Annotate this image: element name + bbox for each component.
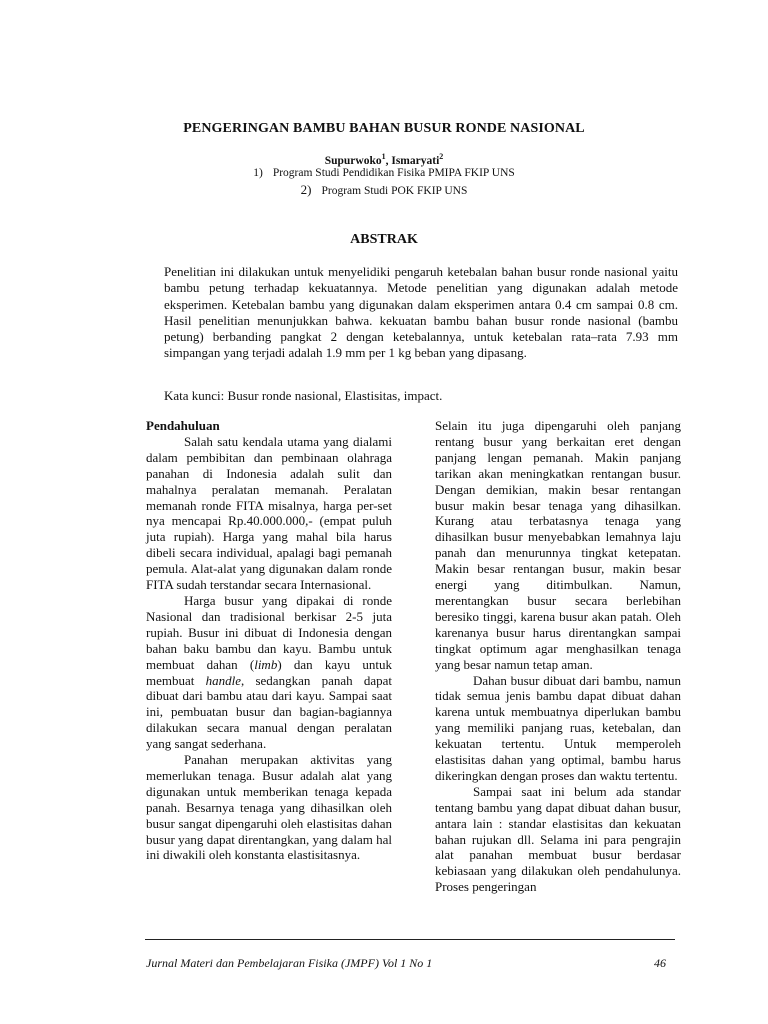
author-separator: ,	[385, 154, 392, 167]
body-paragraph: Panahan merupakan aktivitas yang memerlukan tenaga. Busur adalah alat yang digunakan untuk memberikan tenaga kepada panah. Besarnya tenaga yang dihasilkan oleh busur sangat dipengaruhi oleh elastisitas dahan busur yang dapat direntangkan, yang dalam hal ini diwakili oleh konstanta elastisitasnya.	[146, 752, 392, 863]
keywords: Kata kunci: Busur ronde nasional, Elastisitas, impact.	[164, 388, 443, 403]
body-paragraph: Dahan busur dibuat dari bambu, namun tidak semua jenis bambu dapat dibuat dahan karena untuk membuatnya diperlukan bambu yang memiliki panjang ruas, ketebalan, dan kekuatan tertentu. Untuk memperoleh elastisitas dahan yang optimal, bambu harus dikeringkan dengan proses dan waktu tertentu.	[435, 672, 681, 783]
affiliation-number: 2)	[300, 182, 312, 197]
body-paragraph: Sampai saat ini belum ada standar tentang bambu yang dapat dibuat dahan busur, antara lain : standar elastisitas dan kekuatan bahan rujukan dll. Selama ini para pengrajin alat panahan membuat busur berdasar kebiasaan yang dilakukan oleh pendahulunya. Proses pengeringan	[435, 783, 681, 895]
footer-journal-name: Jurnal Materi dan Pembelajaran Fisika (JMPF) Vol 1 No 1	[146, 956, 433, 970]
affiliation	[0, 182, 768, 198]
footer-divider	[145, 939, 675, 940]
abstract-heading: ABSTRAK	[350, 232, 418, 247]
text-run: Harga busur yang dipakai di ronde Nasional dan tradisional berkisar 2-5 juta rupiah. Busur ini dibuat di Indonesia dengan bahan baku bambu dan kayu. Bambu untuk membuat dahan (	[146, 592, 392, 672]
affiliation-number: 1)	[253, 167, 263, 179]
left-column	[146, 418, 392, 863]
author-affiliation-mark: 2	[439, 152, 444, 161]
author-name: Ismaryati	[391, 154, 440, 167]
affiliation-text: Program Studi Pendidikan Fisika PMIPA FKIP UNS	[272, 167, 515, 179]
italic-term: limb	[254, 656, 278, 672]
italic-term: handle	[205, 672, 241, 688]
right-column	[435, 418, 681, 895]
text-run: ) dan kayu untuk membuat	[146, 656, 392, 688]
paper-title: PENGERINGAN BAMBU BAHAN BUSUR RONDE NASIONAL	[183, 121, 585, 136]
body-paragraph: Salah satu kendala utama yang dialami dalam pembibitan dan pembinaan olahraga panahan di Indonesia adalah sulit dan mahalnya peralatan memanah. Peralatan memanah ronde FITA misalnya, harga per-set nya mencapai Rp.40.000.000,- (empat puluh juta rupiah). Harga yang mahal bila harus dibeli secara individual, apalagi bagi pemanah pemula. Alat-alat yang digunakan dalam ronde FITA sudah terstandar secara Internasional.	[146, 433, 392, 593]
affiliation	[0, 167, 768, 179]
author-affiliation-mark: 1	[381, 152, 386, 161]
body-paragraph: Selain itu juga dipengaruhi oleh panjang rentang busur yang berkaitan eret dengan panjang lengan pemanah. Makin panjang tarikan akan meningkatkan rentangan busur. Dengan demikian, makin besar rentangan busur makin besar tenaga yang dihasilkan. Kurang atau terbatasnya tenaga yang dihasilkan busur menyebabkan lemahnya laju panah dan menurunnya tingkat ketepatan. Makin besar rentangan busur, makin besar energi yang ditimbulkan. Namun, merentangkan busur secara berlebihan beresiko tinggi, karena busur akan patah. Oleh karenanya busur harus direntangkan sampai tingkat optimum agar menghasilkan tenaga yang besar namun tetap aman.	[435, 418, 681, 672]
text-run: , sedangkan panah dapat dibuat dari bambu atau dari kayu. Sampai saat ini, pembuatan busur dan bagian-bagiannya dilakukan secara manual dengan peralatan yang sangat sederhana.	[146, 672, 392, 752]
body-paragraph	[146, 593, 392, 752]
author-line	[0, 152, 768, 167]
affiliation-text: Program Studi POK FKIP UNS	[321, 185, 468, 197]
author-name: Supurwoko	[324, 154, 382, 167]
abstract-text: Penelitian ini dilakukan untuk menyelidiki pengaruh ketebalan bahan busur ronde nasional yaitu bambu petung terhadap kekuatannya. Metode penelitian yang digunakan adalah metode eksperimen. Ketebalan bambu yang digunakan dalam eksperimen antara 0.4 cm sampai 0.8 cm. Hasil penelitian menunjukkan bahwa. kekuatan bambu bahan busur ronde nasional (bambu petung) berbanding pangkat 2 dengan ketebalannya, untuk ketebalan rata–rata 7.93 mm simpangan yang terjadi adalah 1.9 mm per 1 kg beban yang dipasang.	[164, 264, 678, 361]
section-heading: Pendahuluan	[146, 418, 220, 433]
page-number: 46	[654, 956, 666, 970]
